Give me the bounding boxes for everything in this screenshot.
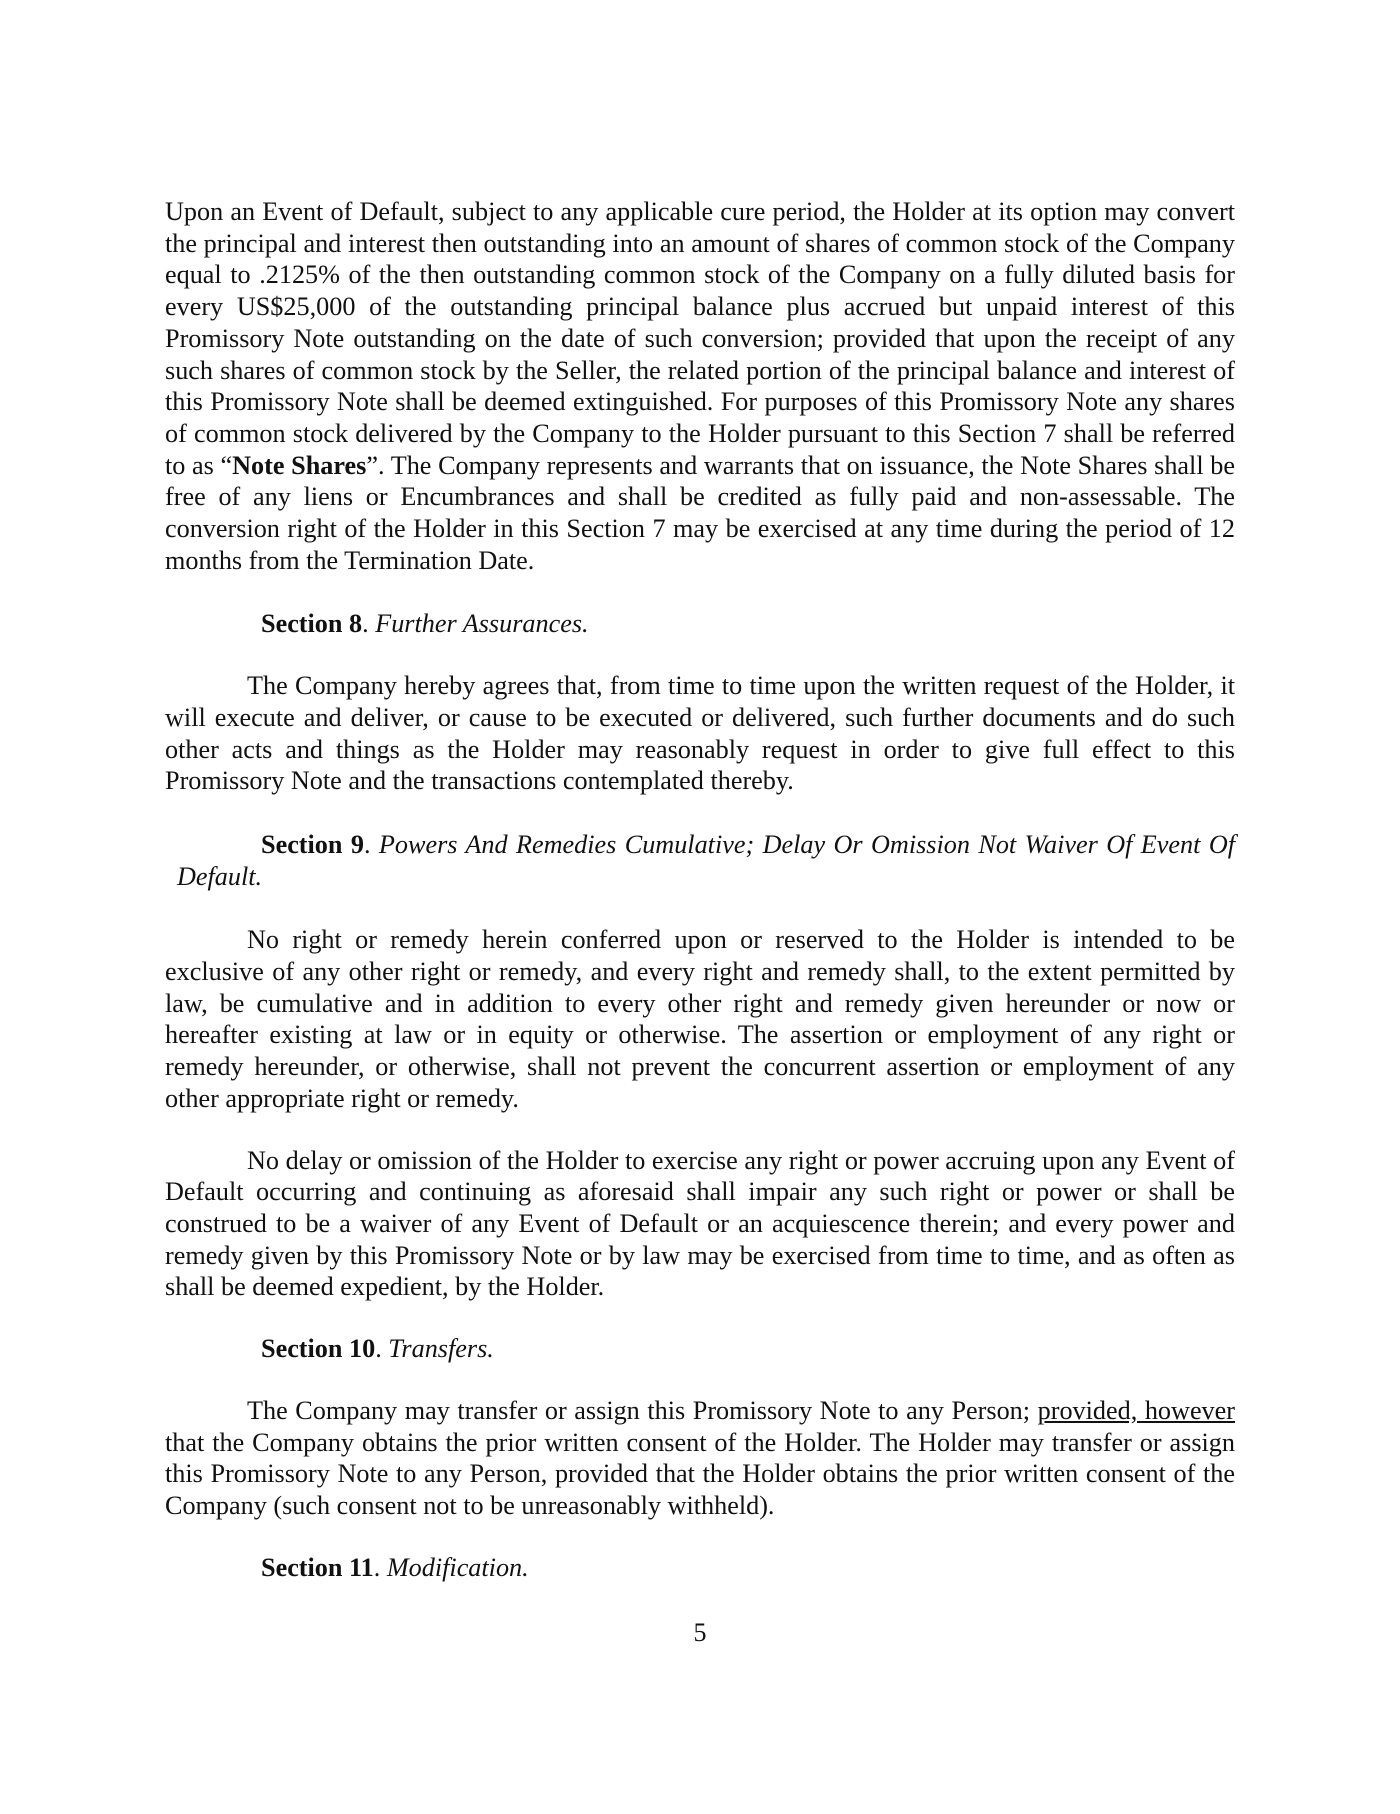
document-page: [165, 196, 1235, 1583]
section-8-heading: Section 8. Further Assurances.: [261, 609, 589, 639]
section-10-title: Transfers.: [388, 1334, 494, 1364]
section-11-title: Modification.: [386, 1552, 529, 1582]
proviso-provided-however: provided, however: [1037, 1395, 1235, 1425]
section-8-title: Further Assurances.: [375, 609, 589, 639]
defined-term-note-shares: Note Shares: [232, 450, 367, 480]
section-9-heading: Section 9. Powers And Remedies Cumulative; Delay Or Omission Not Waiver Of Event Of Default.: [177, 829, 1236, 891]
section-11-heading: Section 11. Modification.: [261, 1552, 529, 1582]
section-9-paragraph-2: No delay or omission of the Holder to exercise any right or power accruing upon any Event of Default occurring and continuing as aforesaid shall impair any such right or power or shall be construed to be a waiver of any Event of Default or an acquiescence therein; and every power and remedy given by this Promissory Note or by law may be exercised from time to time, and as often as shall be deemed expedient, by the Holder.: [165, 1145, 1235, 1302]
page-number: 5: [693, 1618, 707, 1647]
section-9-label: Section 9: [261, 829, 364, 859]
section-11-label: Section 11: [261, 1552, 374, 1582]
section-7-paragraph: Upon an Event of Default, subject to any applicable cure period, the Holder at its option may convert the principal and interest then outstanding into an amount of shares of common stock of the Company equal to .2125% of the then outstanding common stock of the Company on a fully diluted basis for every US$25,000 of the outstanding principal balance plus accrued but unpaid interest of this Promissory Note outstanding on the date of such conversion; provided that upon the receipt of any such shares of common stock by the Seller, the related portion of the principal balance and interest of this Promissory Note shall be deemed extinguished. For purposes of this Promissory Note any shares of common stock delivered by the Company to the Holder pursuant to this Section 7 shall be referred to as “Note Shares”. The Company represents and warrants that on issuance, the Note Shares shall be free of any liens or Encumbrances and shall be credited as fully paid and non-assessable. The conversion right of the Holder in this Section 7 may be exercised at any time during the period of 12 months from the Termination Date.: [165, 197, 1235, 575]
section-8-paragraph: The Company hereby agrees that, from time to time upon the written request of the Holder, it will execute and deliver, or cause to be executed or delivered, such further documents and do such other acts and things as the Holder may reasonably request in order to give full effect to this Promissory Note and the transactions contemplated thereby.: [165, 671, 1235, 796]
section-10-heading: Section 10. Transfers.: [261, 1334, 494, 1364]
section-10-paragraph: The Company may transfer or assign this Promissory Note to any Person; provided, however that the Company obtains the prior written consent of the Holder. The Holder may transfer or assign this Promissory Note to any Person, provided that the Holder obtains the prior written consent of the Company (such consent not to be unreasonably withheld).: [165, 1395, 1235, 1520]
section-9-title: Powers And Remedies Cumulative; Delay Or Omission Not Waiver Of Event Of Default.: [177, 829, 1236, 891]
section-10-label: Section 10: [261, 1334, 376, 1364]
section-9-paragraph-1: No right or remedy herein conferred upon or reserved to the Holder is intended to be exclusive of any other right or remedy, and every right and remedy shall, to the extent permitted by law, be cumulative and in addition to every other right and remedy given hereunder or now or hereafter existing at law or in equity or otherwise. The assertion or employment of any right or remedy hereunder, or otherwise, shall not prevent the concurrent assertion or employment of any other appropriate right or remedy.: [165, 925, 1235, 1113]
section-8-label: Section 8: [261, 609, 363, 639]
